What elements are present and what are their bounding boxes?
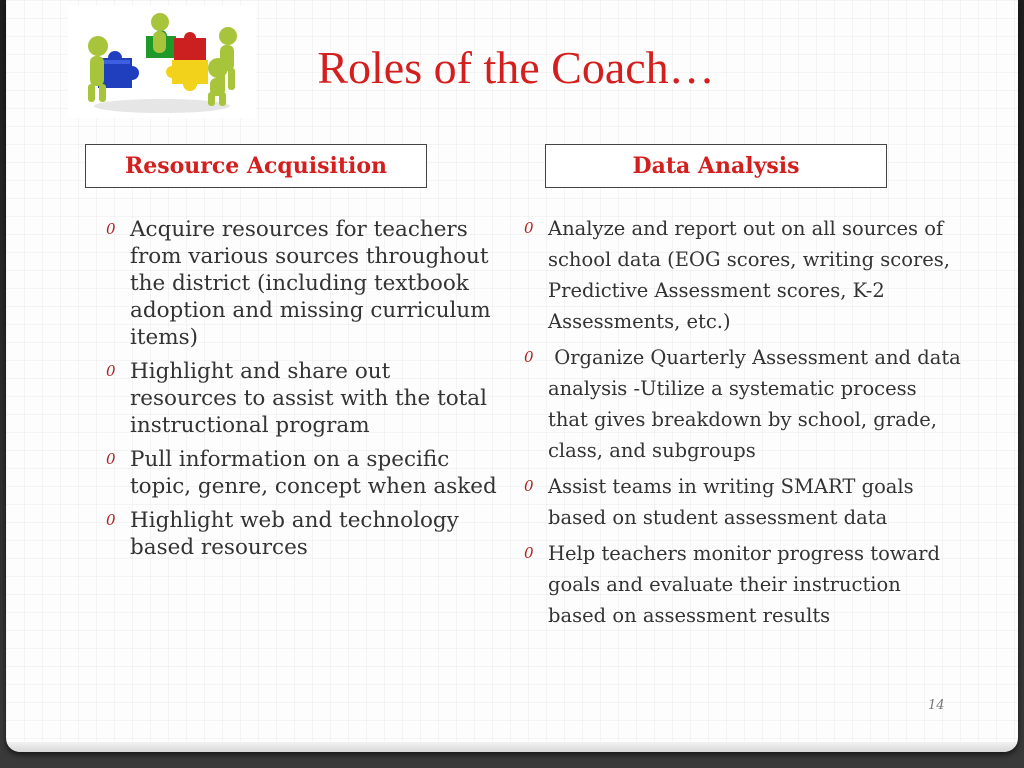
list-item-text: Help teachers monitor progress toward goals and evaluate their instruction based on assessment results [548, 542, 940, 627]
bullet-icon: 0 [106, 511, 116, 529]
list-item [522, 342, 967, 466]
list-item [104, 358, 500, 439]
list-item [522, 538, 962, 631]
list-item-text: Acquire resources for teachers from various sources throughout the district (including textbook adoption and missing curriculum items) [130, 217, 491, 350]
slide-title: Roles of the Coach… [317, 42, 715, 93]
bullet-icon: 0 [106, 450, 116, 468]
slide-bottom-bar [6, 742, 1018, 752]
bullet-icon: 0 [106, 220, 116, 238]
resource-acquisition-list [104, 216, 500, 568]
bullet-icon: 0 [106, 362, 116, 380]
data-analysis-list [522, 213, 967, 636]
bullet-icon: 0 [524, 348, 534, 366]
list-item-text: Analyze and report out on all sources of school data (EOG scores, writing scores, Predictive Assessment scores, K-2 Assessments, etc.) [548, 217, 951, 333]
slide [6, 0, 1018, 752]
data-analysis-header: Data Analysis [545, 144, 887, 188]
list-item [522, 471, 962, 533]
list-item [104, 446, 500, 500]
bullet-icon: 0 [524, 219, 534, 237]
resource-acquisition-header: Resource Acquisition [85, 144, 427, 188]
puzzle-people-icon [68, 6, 256, 118]
list-item-text: Highlight and share out resources to assist with the total instructional program [130, 359, 487, 438]
page-number: 14 [928, 698, 945, 713]
list-item-text: Organize Quarterly Assessment and data analysis -Utilize a systematic process that gives breakdown by school, grade, class, and subgroups [548, 346, 967, 462]
list-item-text: Highlight web and technology based resources [130, 508, 459, 560]
bullet-icon: 0 [524, 544, 534, 562]
list-item-text: Pull information on a specific topic, genre, concept when asked [130, 447, 497, 499]
list-item [104, 507, 500, 561]
list-item-text: Assist teams in writing SMART goals based on student assessment data [548, 475, 914, 529]
list-item [522, 213, 962, 337]
list-item [104, 216, 500, 351]
bullet-icon: 0 [524, 477, 534, 495]
